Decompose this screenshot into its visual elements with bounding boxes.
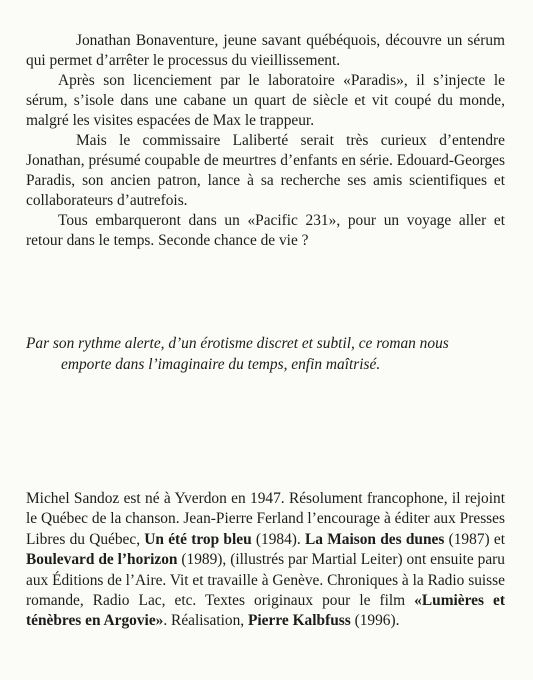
bio-text-2: (1984). — [251, 530, 306, 548]
author-bio — [26, 489, 505, 632]
synopsis-paragraph-3: Mais le commissaire Laliberté serait très curieux d’entendre Jonathan, présumé coupable de meurtres d’enfants en série. Edouard-Georges Paradis, son ancien patron, lance à sa recherche ses amis scientifiques et collaborateurs d’autrefois. — [26, 132, 505, 209]
tagline-line-2: emporte dans l’imaginaire du temps, enfin maîtrisé. — [61, 356, 381, 373]
bio-text-4: (1989), (illustrés par Martial Leiter) ont ensuite paru aux Éditions de l’Aire. Vit et travaille à Genève. Chroniques à la Radio suisse romande, Radio Lac, etc. Textes originaux pour le film — [26, 551, 505, 610]
tagline-paragraph — [26, 333, 505, 375]
synopsis-paragraph-1: Jonathan Bonaventure, jeune savant québéquois, découvre un sérum qui permet d’arrêter le processus du vieillissement. — [26, 32, 505, 69]
synopsis — [26, 31, 505, 251]
bio-title-boulevard-de-l-horizon: Boulevard de l’horizon — [26, 551, 178, 569]
bio-title-la-maison-des-dunes: La Maison des dunes — [305, 530, 445, 548]
bio-director-name: Pierre Kalbfuss — [248, 612, 351, 630]
bio-title-un-ete-trop-bleu: Un été trop bleu — [144, 530, 252, 548]
synopsis-paragraph-2: Après son licenciement par le laboratoire «Paradis», il s’injecte le sérum, s’isole dans une cabane un quart de siècle et vit coupé du monde, malgré les visites espacées de Max le trappeur. — [26, 72, 505, 129]
bio-text-1: Michel Sandoz est né à Yverdon en 1947. Résolument francophone, il rejoint le Québec de la chanson. Jean-Pierre Ferland l’encourage à éditer aux Presses Libres du Québec, — [26, 490, 505, 548]
bio-text-6: (1996). — [350, 612, 400, 630]
author-bio-paragraph — [26, 489, 505, 632]
tagline-line-1: Par son rythme alerte, d’un érotisme discret et subtil, ce roman nous — [26, 335, 449, 352]
bio-film-title: «Lumières et ténèbres en Argovie» — [26, 592, 505, 630]
synopsis-paragraph-4: Tous embarqueront dans un «Pacific 231», pour un voyage aller et retour dans le temps. Seconde chance de vie ? — [26, 212, 505, 249]
bio-text-3: (1987) et — [444, 530, 505, 548]
bio-text-5: . Réalisation, — [163, 612, 248, 630]
tagline — [26, 333, 505, 375]
